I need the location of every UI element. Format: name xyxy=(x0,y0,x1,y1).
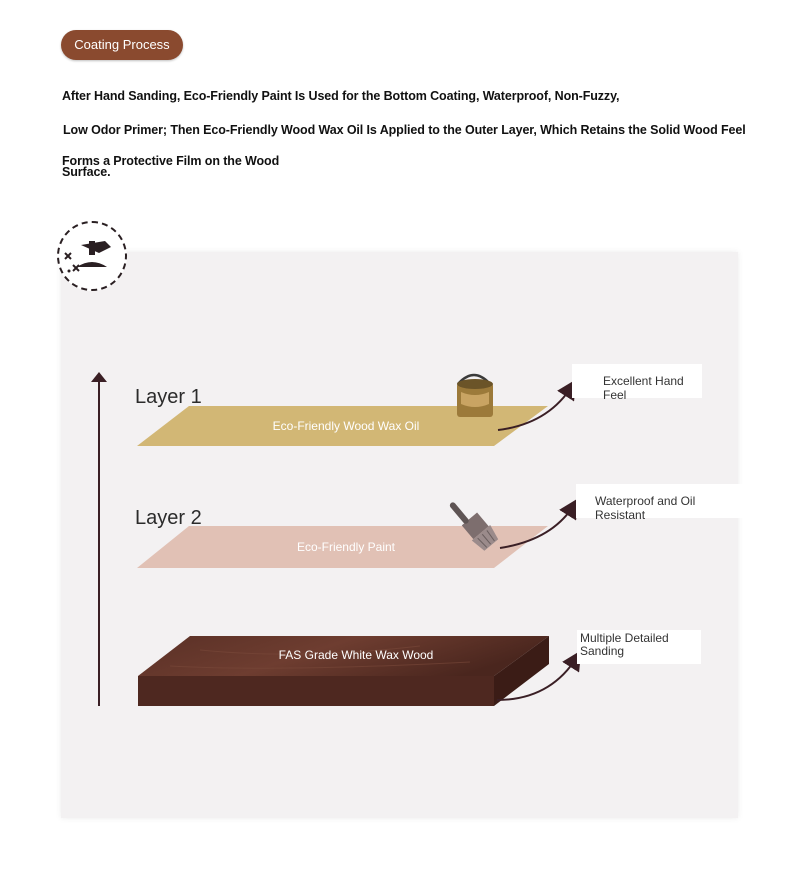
layer-1-material: Eco-Friendly Wood Wax Oil xyxy=(272,419,420,433)
base-benefit: Multiple Detailed Sanding xyxy=(577,630,701,664)
layer-1-label: Layer 1 xyxy=(135,386,202,408)
intro-line-1: After Hand Sanding, Eco-Friendly Paint Is Used for the Bottom Coating, Waterproof, Non-Fuzzy, xyxy=(62,89,620,103)
intro-line-2: Low Odor Primer; Then Eco-Friendly Wood Wax Oil Is Applied to the Outer Layer, Which Retains the Solid Wood Feel xyxy=(63,123,746,137)
intro-line-3: Forms a Protective Film on the Wood xyxy=(62,154,280,168)
base-material: FAS Grade White Wax Wood xyxy=(278,648,434,662)
coating-process-badge: Coating Process xyxy=(61,30,183,60)
layer-1-benefit: Excellent Hand Feel xyxy=(572,364,702,398)
layer-2-material: Eco-Friendly Paint xyxy=(296,540,396,554)
intro-line-4: Surface. xyxy=(62,165,111,179)
paint-bucket-icon xyxy=(457,375,493,417)
wood-board-front xyxy=(138,676,494,706)
layer-2-benefit: Waterproof and Oil Resistant xyxy=(576,484,756,518)
layer-2-label: Layer 2 xyxy=(135,507,202,529)
